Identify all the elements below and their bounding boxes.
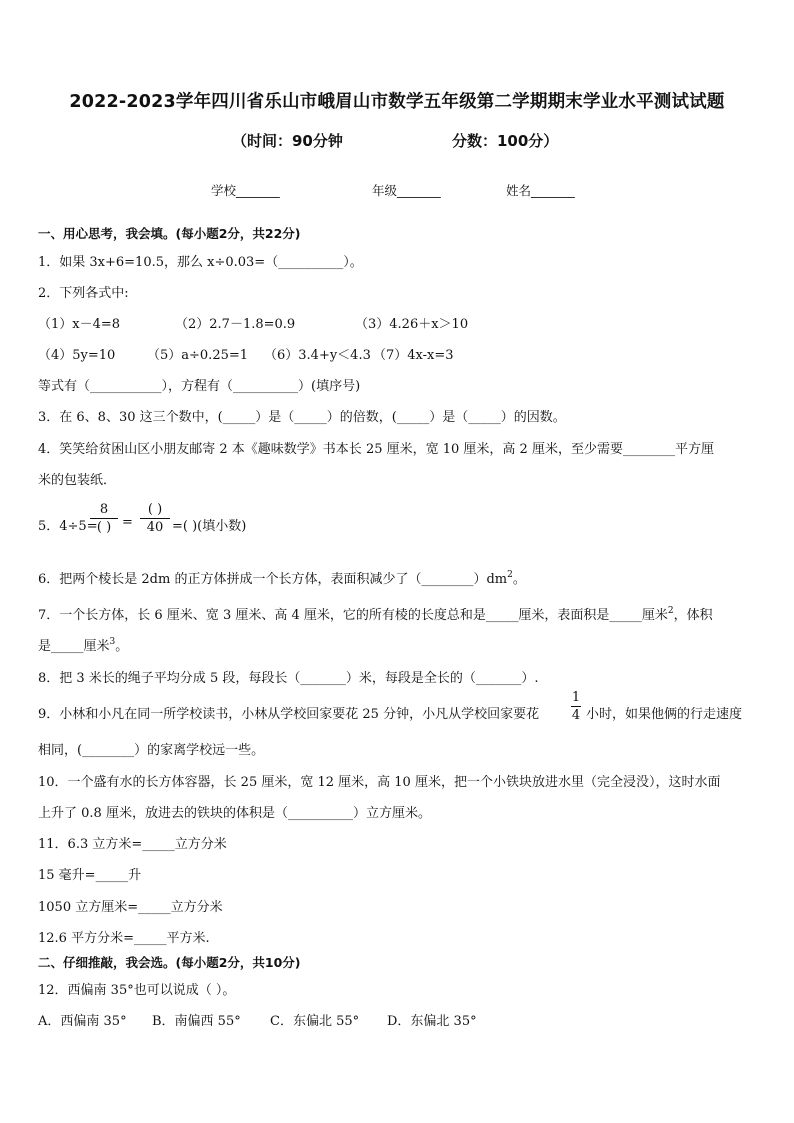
q9-fraction-denominator: 4	[571, 708, 581, 723]
q5-fraction-1	[90, 502, 118, 535]
question-6	[38, 568, 526, 587]
page-title: 2022-2023学年四川省乐山市峨眉山市数学五年级第二学期期末学业水平测试试题	[69, 92, 725, 112]
question-7-line-2-text: 是_____厘米	[38, 639, 110, 654]
question-2-answer: 等式有（___________），方程有（__________）(填序号)	[38, 379, 361, 394]
superscript: 2	[507, 570, 513, 580]
q2-item: （3）4.26＋x＞10	[355, 317, 469, 332]
q5-fraction-1-denominator: ( )	[96, 520, 112, 535]
q5-fraction-1-numerator: 8	[99, 502, 109, 517]
superscript: 2	[667, 606, 674, 616]
name-field: 姓名_______	[506, 183, 575, 198]
question-5-prefix: 5．4÷5=	[38, 519, 98, 534]
q2-item: （4）5y=10	[38, 348, 116, 363]
q2-item: （7）4x-x=3	[373, 348, 454, 363]
question-1: 1．如果 3x+6=10.5，那么 x÷0.03=（__________）。	[38, 255, 363, 270]
q5-fraction-2	[140, 502, 170, 535]
question-7-line-1	[38, 604, 713, 623]
superscript: 3	[109, 637, 116, 647]
question-7-line-2	[38, 635, 128, 654]
exam-time: （时间：90分钟	[232, 132, 343, 150]
fraction-bar	[90, 518, 118, 519]
q2-item: （5）a÷0.25=1	[147, 348, 249, 363]
q5-fraction-2-denominator: 40	[146, 520, 164, 535]
fraction-bar	[140, 518, 170, 519]
q9-fraction-numerator: 1	[571, 690, 581, 705]
q2-item: （6）3.4+y＜4.3	[264, 348, 371, 363]
question-11-c: 1050 立方厘米=_____立方分米	[38, 900, 223, 915]
question-3: 3．在 6、8、30 这三个数中，(_____）是（_____）的倍数，(_____）是（_____）的因数。	[38, 410, 566, 425]
question-9-prefix: 9．小林和小凡在同一所学校读书，小林从学校回家要花 25 分钟，小凡从学校回家要花	[38, 707, 540, 722]
school-field: 学校_______	[211, 183, 280, 198]
q9-fraction	[570, 690, 582, 723]
section-2-heading: 二、仔细推敲，我会选。(每小题2分，共10分)	[38, 955, 301, 970]
question-9-line-2: 相同，(________）的家离学校远一些。	[38, 743, 265, 758]
fraction-bar	[571, 706, 581, 707]
question-4-line-2: 米的包装纸．	[38, 473, 117, 488]
section-1-heading: 一、用心思考，我会填。(每小题2分，共22分)	[38, 226, 301, 241]
question-6-text: 6．把两个棱长是 2dm 的正方体拼成一个长方体，表面积减少了（________）dm	[38, 572, 508, 587]
question-7-line-2-end: 。	[115, 639, 129, 654]
q2-item: （1）x－4=8	[38, 317, 121, 332]
question-11-d: 12.6 平方分米=_____平方米.	[38, 931, 210, 946]
question-10-line-1: 10．一个盛有水的长方体容器，长 25 厘米，宽 12 厘米，高 10 厘米，把一个小铁块放进水里（完全浸没），这时水面	[38, 775, 721, 790]
option-d: D．东偏北 35°	[387, 1014, 477, 1029]
question-11-a: 11．6.3 立方米=_____立方分米	[38, 837, 227, 852]
question-6-end: 。	[512, 572, 526, 587]
option-a: A．西偏南 35°	[38, 1014, 127, 1029]
question-5-suffix: =( )(填小数)	[172, 519, 247, 534]
question-12: 12．西偏南 35°也可以说成（ ）。	[38, 983, 236, 998]
question-8: 8．把 3 米长的绳子平均分成 5 段，每段长（_______）米，每段是全长的（_______）.	[38, 671, 539, 686]
question-7-line-1-end: ，体积	[673, 608, 713, 623]
question-4-line-1: 4．笑笑给贫困山区小朋友邮寄 2 本《趣味数学》书本长 25 厘米，宽 10 厘米，高 2 厘米，至少需要________平方厘	[38, 442, 714, 457]
option-c: C．东偏北 55°	[270, 1014, 360, 1029]
grade-field: 年级_______	[372, 183, 441, 198]
q2-item: （2）2.7－1.8=0.9	[175, 317, 296, 332]
option-b: B．南偏西 55°	[152, 1014, 241, 1029]
q5-equals: =	[122, 515, 133, 530]
exam-score: 分数：100分）	[452, 132, 559, 150]
question-11-b: 15 毫升=_____升	[38, 868, 142, 883]
question-9-suffix: 小时，如果他俩的行走速度	[586, 707, 743, 722]
question-10-line-2: 上升了 0.8 厘米，放进去的铁块的体积是（__________）立方厘米。	[38, 806, 431, 821]
question-7-text: 7．一个长方体，长 6 厘米、宽 3 厘米、高 4 厘米，它的所有棱的长度总和是_____厘米，表面积是_____厘米	[38, 608, 668, 623]
q5-fraction-2-numerator: ( )	[147, 502, 163, 517]
question-2: 2．下列各式中:	[38, 286, 129, 301]
